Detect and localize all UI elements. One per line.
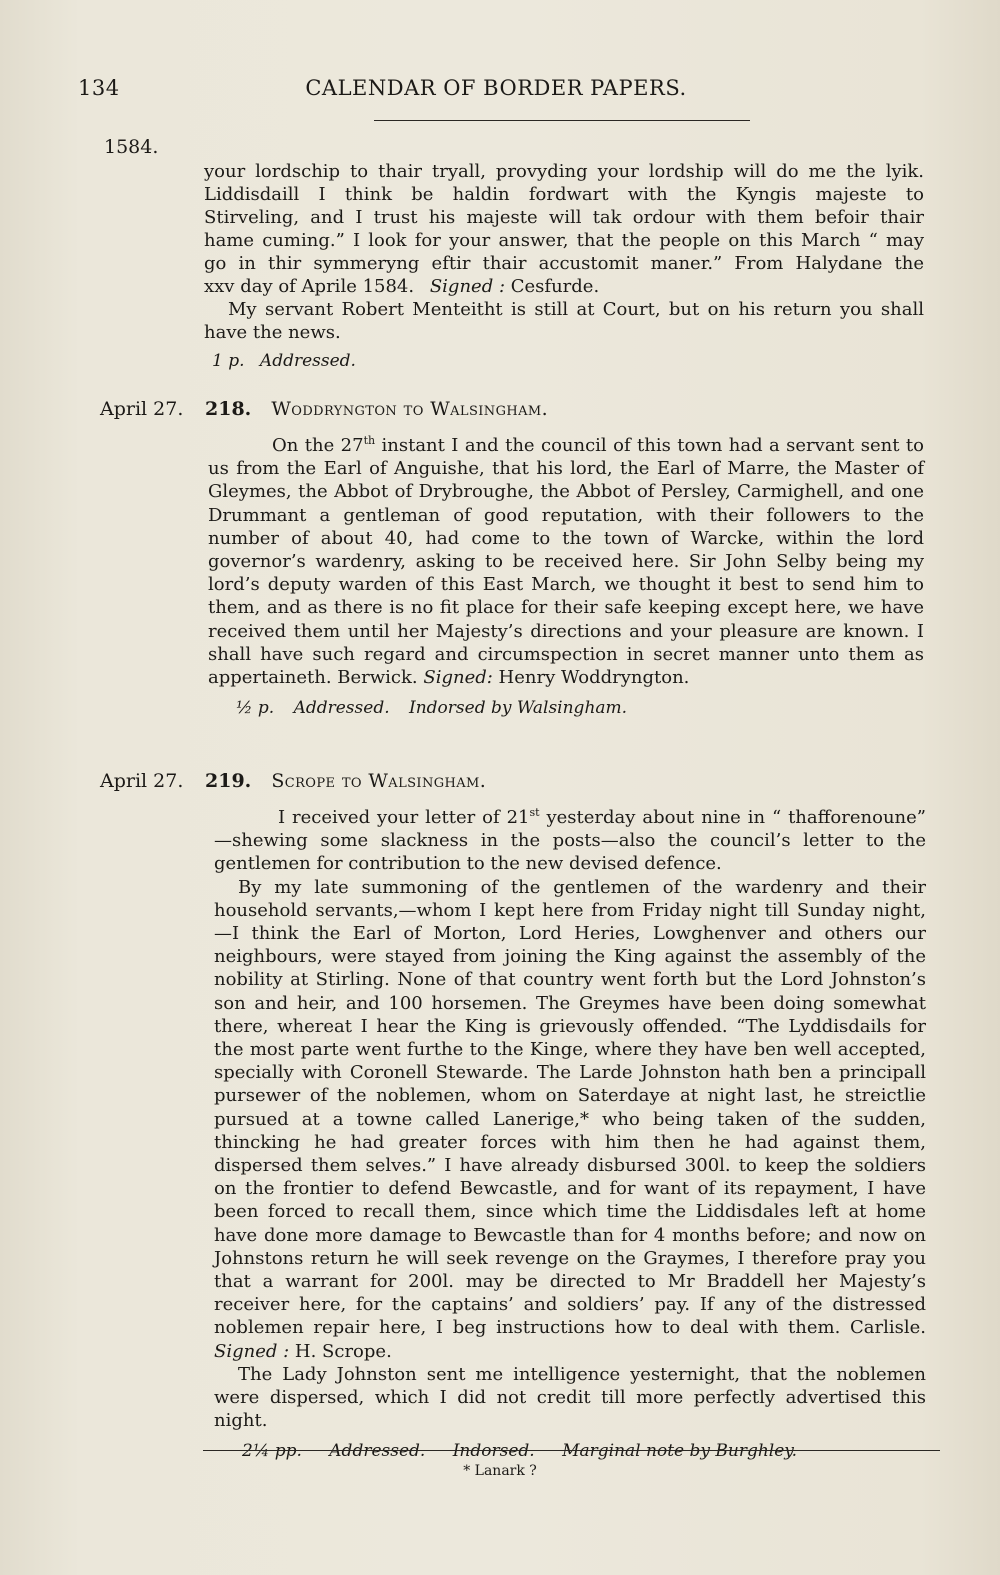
signatory: H. Scrope.	[289, 1340, 392, 1362]
paragraph-text: On the 27	[272, 435, 364, 456]
page-header	[78, 76, 914, 110]
entry-title: Woddryngton to Walsingham.	[271, 398, 549, 420]
paragraph-text: instant I and the council of this town had a servant sent to us from the Earl of Anguishe, that his lord, the Earl of Marre, the Master of Gleymes, the Abbot of Drybroughe, the Abbot of Persley, Carmighell, and one Drummant a gentleman of good reputation, with their followers to the number of about 40, had come to the town of Warcke, within the lord governor’s wardenry, asking to be received here. Sir John Selby being my lord’s deputy warden of this East March, we thought it best to send him to them, and as there is no fit place for their safe keeping except here, we have received them until her Majesty’s directions and your pleasure are known. I shall have such regard and circumspection in secret manner unto them as appertaineth. Berwick.	[208, 435, 924, 689]
note-size: ½ p.	[236, 698, 275, 719]
signatory: Cesfurde.	[510, 276, 600, 297]
entry-paragraph	[214, 876, 926, 1363]
entry-218-heading	[205, 398, 548, 420]
continuation-line: your lordschip to thair tryall, provyding your lordship will do me the lyik.	[204, 161, 924, 182]
entry-number: 219.	[205, 770, 252, 792]
continuation-line: go in thir symmeryng eftir thair accustomit maner.” From Halydane the	[204, 253, 924, 274]
entry-219-body	[214, 806, 926, 1464]
note-addressed: Addressed.	[259, 351, 356, 371]
page-number: 134	[78, 76, 120, 100]
continuation-paragraph: My servant Robert Menteitht is still at Court, but on his return you shall have the news.	[204, 299, 924, 343]
signed-label: Signed:	[423, 667, 493, 689]
paragraph-text: I received your letter of 21	[278, 807, 530, 828]
note-addressed: Addressed.	[329, 1441, 426, 1462]
entry-paragraph	[214, 806, 926, 876]
footnote: * Lanark ?	[463, 1463, 537, 1479]
header-rule	[374, 120, 750, 121]
running-title: CALENDAR OF BORDER PAPERS.	[305, 76, 687, 100]
entry-paragraph: The Lady Johnston sent me intelligence yesternight, that the noblemen were dispersed, which I did not credit till more perfectly advertised this night.	[214, 1363, 926, 1432]
note-marginal: Marginal note by Burghley.	[562, 1441, 798, 1462]
entry-note	[208, 697, 924, 720]
signed-label: Signed :	[429, 276, 506, 297]
paragraph-text: By my late summoning of the gentlemen of the wardenry and their household servants,—whom I kept here from Friday night till Sunday night, —I think the Earl of Morton, Lord Heries, Lowghenver and others our neighbours, were stayed from joining the King against the assembly of the nobility at Stirling. None of that country went forth but the Lord Johnston’s son and heir, and 100 horsemen. The Greymes have been doing somewhat there, whereat I hear the King is grievously offended. “The Lyddisdails for the most parte went furthe to the Kinge, where they have ben well accepted, specially with Coronell Stewarde. The Larde Johnston hath ben a principall pursewer of the noblemen, whom on Saterdaye at night last, he streictlie pursued at a towne called Lanerige,* who being taken of the sudden, thincking he had greater forces with him then he had against them, dispersed them selves.” I have already disbursed 300l. to keep the soldiers on the frontier to defend Bewcastle, and for want of its repayment, I have been forced to recall them, since which time the Liddisdales left at home have done more damage to Bewcastle than for 4 months before; and now on Johnstons return he will seek revenge on the Graymes, I therefore pray you that a warrant for 200l. may be directed to Mr Braddell her Majesty’s receiver here, for the captains’ and soldiers’ pay. If any of the distressed noblemen repair here, I beg instructions how to deal with them. Carlisle.	[214, 876, 926, 1339]
paragraph-text: yesterday about nine in “ thafforenoune” —shewing some slackness in the posts—also the council’s letter to the gentlemen for contribution to the new devised defence.	[214, 807, 926, 875]
note-indorsed: Indorsed by Walsingham.	[409, 698, 628, 719]
signed-label: Signed :	[214, 1340, 290, 1362]
note-size: 2¼ pp.	[242, 1441, 302, 1462]
superscript: st	[529, 806, 540, 819]
entry-218-date: April 27.	[100, 398, 184, 420]
entry-218-body	[208, 434, 924, 720]
entry-note	[204, 350, 924, 373]
year-marker: 1584.	[104, 136, 159, 158]
continuation-text	[204, 160, 924, 373]
superscript: th	[363, 434, 376, 447]
continuation-line: Stirveling, and I trust his majeste will tak ordour with them befoir thair	[204, 207, 924, 228]
continuation-line: Liddisdaill I think be haldin fordwart with the Kyngis majeste to	[204, 184, 924, 205]
note-addressed: Addressed.	[293, 698, 390, 719]
entry-paragraph	[208, 434, 924, 689]
entry-note	[214, 1440, 926, 1463]
entry-number: 218.	[205, 398, 252, 420]
continuation-line: hame cuming.” I look for your answer, that the people on this March “ may	[204, 230, 924, 251]
continuation-signed-line	[204, 275, 924, 298]
entry-title: Scrope to Walsingham.	[271, 770, 487, 792]
signatory: Henry Woddryngton.	[492, 667, 690, 689]
note-size: 1 p.	[212, 351, 245, 371]
continuation-line: xxv day of Aprile 1584.	[204, 276, 415, 297]
entry-219-date: April 27.	[100, 770, 184, 792]
entry-219-heading	[205, 770, 486, 792]
note-indorsed: Indorsed.	[452, 1441, 535, 1462]
footnote-rule	[203, 1450, 940, 1451]
